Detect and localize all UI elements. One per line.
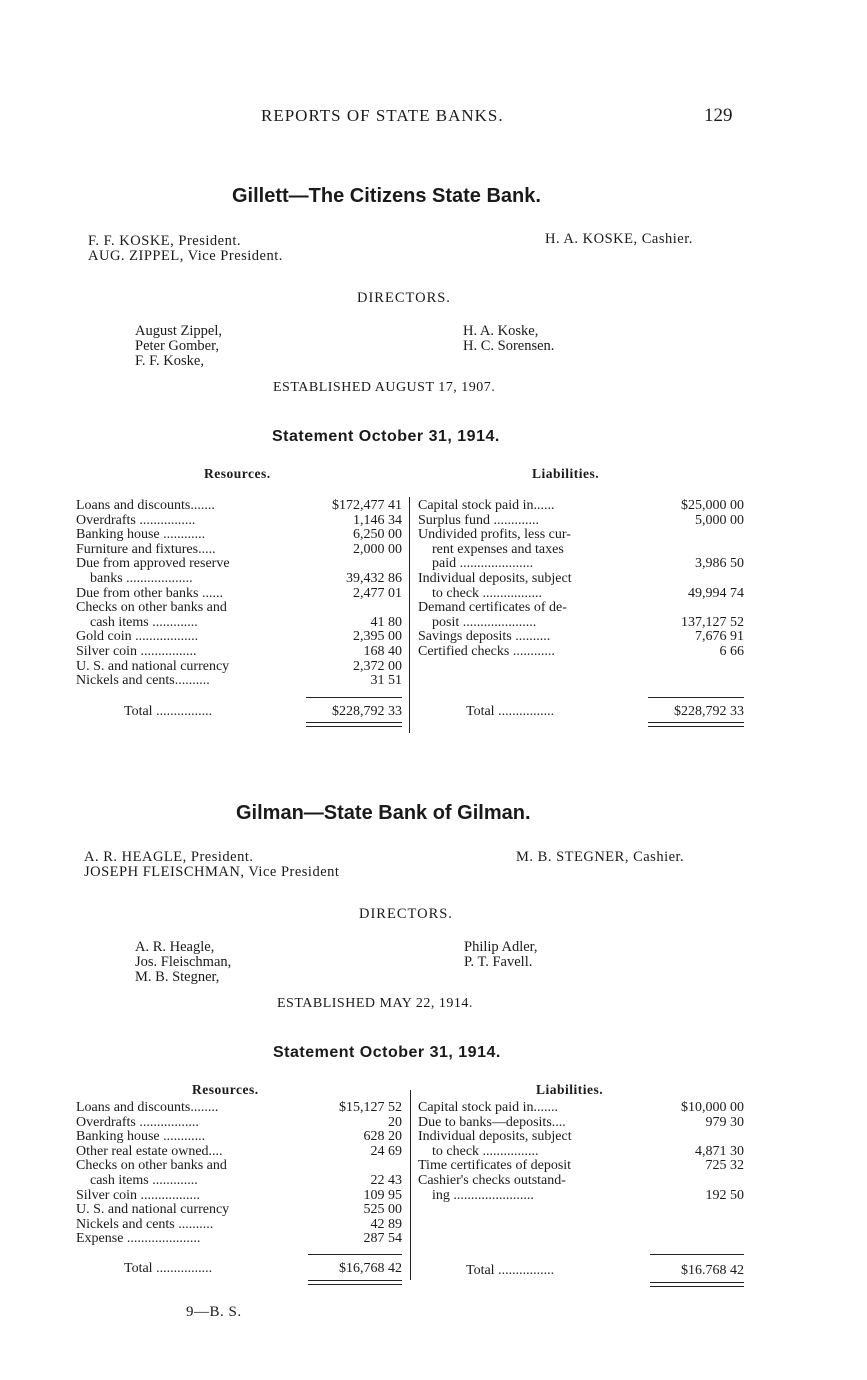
double-rule	[306, 726, 402, 727]
directors-left	[135, 324, 222, 369]
total-amount: $228,792 33	[674, 704, 744, 719]
ledger-row	[76, 514, 402, 529]
ledger-row	[76, 543, 402, 558]
director-name: A. R. Heagle,	[135, 939, 215, 955]
resources-heading: Resources.	[192, 1082, 259, 1097]
ledger-row	[76, 1101, 402, 1116]
ledger-item-amount: 42 89	[370, 1216, 402, 1232]
directors-right	[464, 940, 538, 970]
director-name: M. B. Stegner,	[135, 969, 220, 985]
ledger-item-label: Banking house ............	[76, 527, 206, 543]
ledger-row	[418, 1145, 744, 1160]
ledger-row	[76, 674, 402, 689]
director-name: F. F. Koske,	[135, 353, 204, 369]
ledger-item-amount: 24 69	[370, 1143, 402, 1159]
ledger-item-amount: 4,871 30	[695, 1143, 744, 1159]
ledger-row	[76, 1159, 402, 1174]
double-rule	[306, 722, 402, 723]
ledger-row	[76, 1174, 402, 1189]
ledger-item-label: Individual deposits, subject	[418, 1129, 572, 1145]
director-name: H. C. Sorensen.	[463, 338, 555, 354]
ledger-item-label: Individual deposits, subject	[418, 570, 572, 586]
ledger-item-label: Other real estate owned....	[76, 1143, 223, 1159]
ledger-item-amount: 137,127 52	[681, 614, 744, 630]
double-rule	[648, 722, 744, 723]
ledger-item-label: Undivided profits, less cur-	[418, 527, 571, 543]
ledger-item-label: Due from other banks ......	[76, 585, 223, 601]
bank-title: Gilman—State Bank of Gilman.	[236, 802, 531, 824]
ledger-item-label: Checks on other banks and	[76, 600, 227, 616]
page-number: 129	[704, 105, 733, 126]
double-rule	[650, 1282, 744, 1283]
ledger-item-label: ing .......................	[432, 1187, 534, 1203]
ledger-item-label: banks ...................	[90, 570, 193, 586]
ledger-item-label: rent expenses and taxes	[432, 541, 564, 557]
ledger-item-amount: 2,000 00	[353, 541, 402, 557]
ledger-row	[76, 616, 402, 631]
ledger-row	[418, 1101, 744, 1116]
ledger-item-amount: 725 32	[705, 1158, 744, 1174]
bank-title: Gillett—The Citizens State Bank.	[232, 185, 541, 207]
total-label: Total ................	[124, 1261, 213, 1276]
liabilities-ledger	[418, 499, 744, 660]
liabilities-heading: Liabilities.	[532, 466, 600, 481]
ledger-item-label: Capital stock paid in.......	[418, 1100, 558, 1115]
ledger-item-amount: 5,000 00	[695, 512, 744, 528]
ledger-item-label: Time certificates of deposit	[418, 1158, 572, 1174]
ledger-row	[418, 499, 744, 514]
statement-heading: Statement October 31, 1914.	[273, 1044, 501, 1061]
double-rule	[308, 1280, 402, 1281]
ledger-row	[76, 1218, 402, 1233]
sum-rule	[306, 697, 402, 698]
directors-label: DIRECTORS.	[359, 906, 453, 922]
ledger-item-amount: 2,395 00	[353, 629, 402, 645]
ledger-item-amount: 192 50	[705, 1187, 744, 1203]
liabilities-ledger	[418, 1101, 744, 1203]
ledger-item-label: Silver coin ................	[76, 643, 197, 659]
director-name: H. A. Koske,	[463, 323, 539, 339]
ledger-row	[76, 1145, 402, 1160]
ledger-item-amount: 39,432 86	[346, 570, 402, 586]
officer-president: F. F. KOSKE, President.	[88, 233, 241, 249]
ledger-item-amount: 22 43	[370, 1172, 402, 1188]
ledger-item-label: Overdrafts ................	[76, 512, 196, 528]
ledger-item-amount: 6 66	[719, 643, 744, 659]
ledger-item-amount: 41 80	[370, 614, 402, 630]
ledger-item-label: Gold coin ..................	[76, 629, 199, 645]
resources-ledger	[76, 1101, 402, 1247]
ledger-row	[418, 514, 744, 529]
statement-heading: Statement October 31, 1914.	[272, 428, 500, 445]
ledger-item-amount: $172,477 41	[332, 498, 402, 513]
ledger-row	[76, 499, 402, 514]
liabilities-heading: Liabilities.	[536, 1082, 604, 1097]
ledger-item-amount: 2,372 00	[353, 658, 402, 674]
ledger-item-amount: 3,986 50	[695, 556, 744, 572]
ledger-row	[76, 587, 402, 602]
column-divider	[409, 497, 410, 733]
ledger-item-amount: 6,250 00	[353, 527, 402, 543]
officer-president: A. R. HEAGLE, President.	[84, 849, 254, 865]
ledger-row	[76, 572, 402, 587]
ledger-item-amount: 7,676 91	[695, 629, 744, 645]
officer-cashier: M. B. STEGNER, Cashier.	[516, 849, 685, 865]
officers-left	[84, 850, 339, 880]
ledger-item-amount: 31 51	[370, 673, 402, 689]
ledger-row	[418, 1174, 744, 1189]
double-rule	[648, 726, 744, 727]
ledger-row	[418, 572, 744, 587]
double-rule	[308, 1284, 402, 1285]
ledger-row	[418, 1159, 744, 1174]
directors-right	[463, 324, 554, 354]
ledger-item-label: Due to banks—deposits....	[418, 1114, 566, 1130]
ledger-row	[418, 557, 744, 572]
ledger-item-label: Furniture and fixtures.....	[76, 541, 216, 557]
officers-left	[88, 234, 283, 264]
ledger-item-label: cash items .............	[90, 1172, 198, 1188]
directors-label: DIRECTORS.	[357, 290, 451, 306]
director-name: Jos. Fleischman,	[135, 954, 232, 970]
officer-cashier: H. A. KOSKE, Cashier.	[545, 231, 693, 247]
total-amount: $16,768 42	[339, 1261, 402, 1276]
directors-left	[135, 940, 231, 985]
ledger-item-label: Capital stock paid in......	[418, 498, 555, 513]
ledger-item-amount: $25,000 00	[681, 498, 744, 513]
ledger-item-label: Banking house ............	[76, 1129, 206, 1145]
total-amount: $16.768 42	[681, 1263, 744, 1278]
liabilities-total-row	[466, 704, 744, 720]
ledger-item-label: U. S. and national currency	[76, 1202, 230, 1218]
ledger-item-label: U. S. and national currency	[76, 658, 230, 674]
ledger-row	[76, 1189, 402, 1204]
ledger-row	[76, 1203, 402, 1218]
ledger-row	[418, 1116, 744, 1131]
established-date: ESTABLISHED MAY 22, 1914.	[277, 996, 473, 1011]
ledger-item-label: Expense .....................	[76, 1231, 201, 1247]
ledger-item-amount: 525 00	[363, 1202, 402, 1218]
ledger-item-label: paid .....................	[432, 556, 534, 572]
ledger-row	[418, 587, 744, 602]
director-name: August Zippel,	[135, 323, 222, 339]
ledger-item-label: Overdrafts .................	[76, 1114, 199, 1130]
column-divider	[410, 1090, 411, 1280]
established-date: ESTABLISHED AUGUST 17, 1907.	[273, 380, 496, 395]
signature-mark: 9—B. S.	[186, 1304, 242, 1320]
ledger-item-label: Loans and discounts........	[76, 1100, 219, 1115]
director-name: Philip Adler,	[464, 939, 538, 955]
officer-vice-president: AUG. ZIPPEL, Vice President.	[88, 248, 283, 264]
ledger-row	[418, 630, 744, 645]
ledger-item-label: to check ................	[432, 1143, 539, 1159]
ledger-row	[76, 1130, 402, 1145]
sum-rule	[648, 697, 744, 698]
ledger-row	[76, 601, 402, 616]
officer-vice-president: JOSEPH FLEISCHMAN, Vice President	[84, 864, 340, 880]
resources-heading: Resources.	[204, 466, 271, 481]
ledger-row	[418, 1130, 744, 1145]
ledger-item-label: Loans and discounts.......	[76, 498, 215, 513]
ledger-item-label: Nickels and cents..........	[76, 673, 210, 689]
ledger-item-label: Checks on other banks and	[76, 1158, 227, 1174]
ledger-item-amount: $10,000 00	[681, 1100, 744, 1115]
ledger-row	[76, 1232, 402, 1247]
running-header: REPORTS OF STATE BANKS.	[261, 106, 504, 125]
ledger-item-amount: 2,477 01	[353, 585, 402, 601]
ledger-item-label: Due from approved reserve	[76, 556, 230, 572]
ledger-row	[76, 660, 402, 675]
ledger-item-amount: 979 30	[705, 1114, 744, 1130]
ledger-item-amount: $15,127 52	[339, 1100, 402, 1115]
total-label: Total ................	[466, 704, 555, 719]
ledger-item-amount: 1,146 34	[353, 512, 402, 528]
ledger-row	[418, 1189, 744, 1204]
ledger-item-label: Certified checks ............	[418, 643, 555, 659]
resources-total-row	[124, 704, 402, 720]
ledger-item-label: Surplus fund .............	[418, 512, 539, 528]
total-label: Total ................	[124, 704, 213, 719]
sum-rule	[650, 1254, 744, 1255]
ledger-item-label: Savings deposits ..........	[418, 629, 551, 645]
resources-ledger	[76, 499, 402, 689]
total-label: Total ................	[466, 1263, 555, 1278]
ledger-item-label: Demand certificates of de-	[418, 600, 567, 616]
ledger-item-label: Cashier's checks outstand-	[418, 1172, 566, 1188]
ledger-row	[418, 601, 744, 616]
ledger-row	[76, 557, 402, 572]
ledger-item-label: posit .....................	[432, 614, 537, 630]
ledger-row	[76, 528, 402, 543]
director-name: P. T. Favell.	[464, 954, 533, 970]
ledger-item-amount: 168 40	[363, 643, 402, 659]
liabilities-total-row	[466, 1263, 744, 1279]
ledger-item-amount: 287 54	[363, 1231, 402, 1247]
director-name: Peter Gomber,	[135, 338, 219, 354]
ledger-row	[418, 543, 744, 558]
ledger-item-amount: 49,994 74	[688, 585, 744, 601]
ledger-item-amount: 20	[388, 1114, 402, 1130]
total-amount: $228,792 33	[332, 704, 402, 719]
ledger-row	[76, 630, 402, 645]
ledger-row	[418, 645, 744, 660]
resources-total-row	[124, 1261, 402, 1277]
ledger-item-amount: 109 95	[363, 1187, 402, 1203]
ledger-item-amount: 628 20	[363, 1129, 402, 1145]
ledger-item-label: cash items .............	[90, 614, 198, 630]
double-rule	[650, 1286, 744, 1287]
ledger-row	[418, 528, 744, 543]
ledger-row	[76, 1116, 402, 1131]
ledger-row	[76, 645, 402, 660]
ledger-item-label: Nickels and cents ..........	[76, 1216, 214, 1232]
ledger-item-label: to check .................	[432, 585, 543, 601]
ledger-row	[418, 616, 744, 631]
ledger-item-label: Silver coin .................	[76, 1187, 201, 1203]
sum-rule	[308, 1254, 402, 1255]
